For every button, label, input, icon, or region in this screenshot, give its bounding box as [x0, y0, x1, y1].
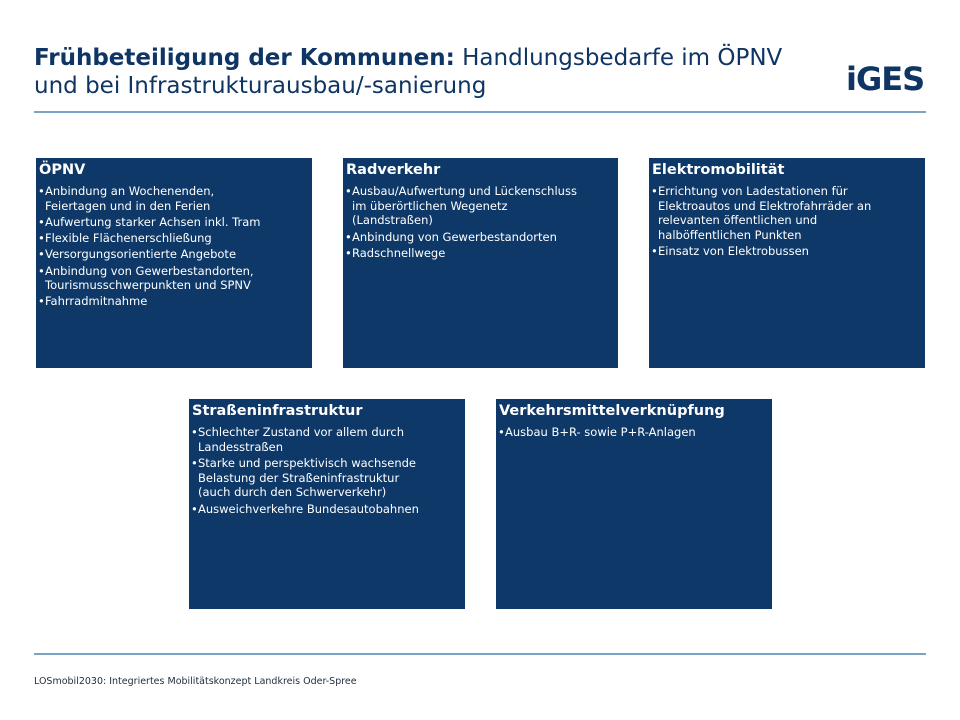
iges-logo: iGES: [846, 60, 925, 98]
list-item: • Fahrradmitnahme: [39, 294, 309, 309]
page-title-bold: Frühbeteiligung der Kommunen:: [34, 45, 455, 71]
list-item: • Anbindung an Wochenenden, Feiertagen und in den Ferien: [39, 184, 309, 213]
list-item: • Anbindung von Gewerbestandorten, Tourismusschwerpunkten und SPNV: [39, 264, 309, 293]
list-item: • Errichtung von Ladestationen für Elektroautos und Elektrofahrräder an relevanten öffentlichen und halböffentlichen Punkten: [652, 184, 922, 243]
box-oepnv: [36, 158, 312, 368]
box-list: [192, 425, 462, 516]
list-item: • Versorgungsorientierte Angebote: [39, 247, 309, 262]
list-item: • Anbindung von Gewerbestandorten: [346, 230, 615, 245]
footer-divider: [34, 653, 926, 655]
box-list: [39, 184, 309, 309]
box-list: [652, 184, 922, 259]
list-item: • Ausbau/Aufwertung und Lückenschluss im überörtlichen Wegenetz (Landstraßen): [346, 184, 615, 228]
box-list: [499, 425, 769, 440]
box-heading: Elektromobilität: [652, 162, 785, 178]
box-verkehrsmittelverknuepfung: [496, 399, 772, 609]
box-radverkehr: [343, 158, 618, 368]
page-title-rest: Handlungsbedarfe im ÖPNV und bei Infrastrukturausbau/-sanierung: [34, 45, 783, 99]
list-item: • Radschnellwege: [346, 246, 615, 261]
box-heading: Radverkehr: [346, 162, 441, 178]
list-item: • Aufwertung starker Achsen inkl. Tram: [39, 215, 309, 230]
list-item: • Schlechter Zustand vor allem durch Landesstraßen: [192, 425, 462, 454]
page-title: [34, 44, 814, 100]
footer-text: LOSmobil2030: Integriertes Mobilitätskonzept Landkreis Oder-Spree: [34, 676, 357, 687]
list-item: • Starke und perspektivisch wachsende Belastung der Straßeninfrastruktur (auch durch den Schwerverkehr): [192, 456, 462, 500]
list-item: • Einsatz von Elektrobussen: [652, 244, 922, 259]
list-item: • Ausweichverkehre Bundesautobahnen: [192, 502, 462, 517]
box-list: [346, 184, 615, 261]
box-heading: Verkehrsmittelverknüpfung: [499, 403, 725, 419]
box-heading: ÖPNV: [39, 162, 86, 178]
list-item: • Ausbau B+R- sowie P+R-Anlagen: [499, 425, 769, 440]
box-elektromobilitaet: [649, 158, 925, 368]
list-item: • Flexible Flächenerschließung: [39, 231, 309, 246]
box-heading: Straßeninfrastruktur: [192, 403, 363, 419]
header-divider: [34, 111, 926, 113]
box-strasseninfrastruktur: [189, 399, 465, 609]
